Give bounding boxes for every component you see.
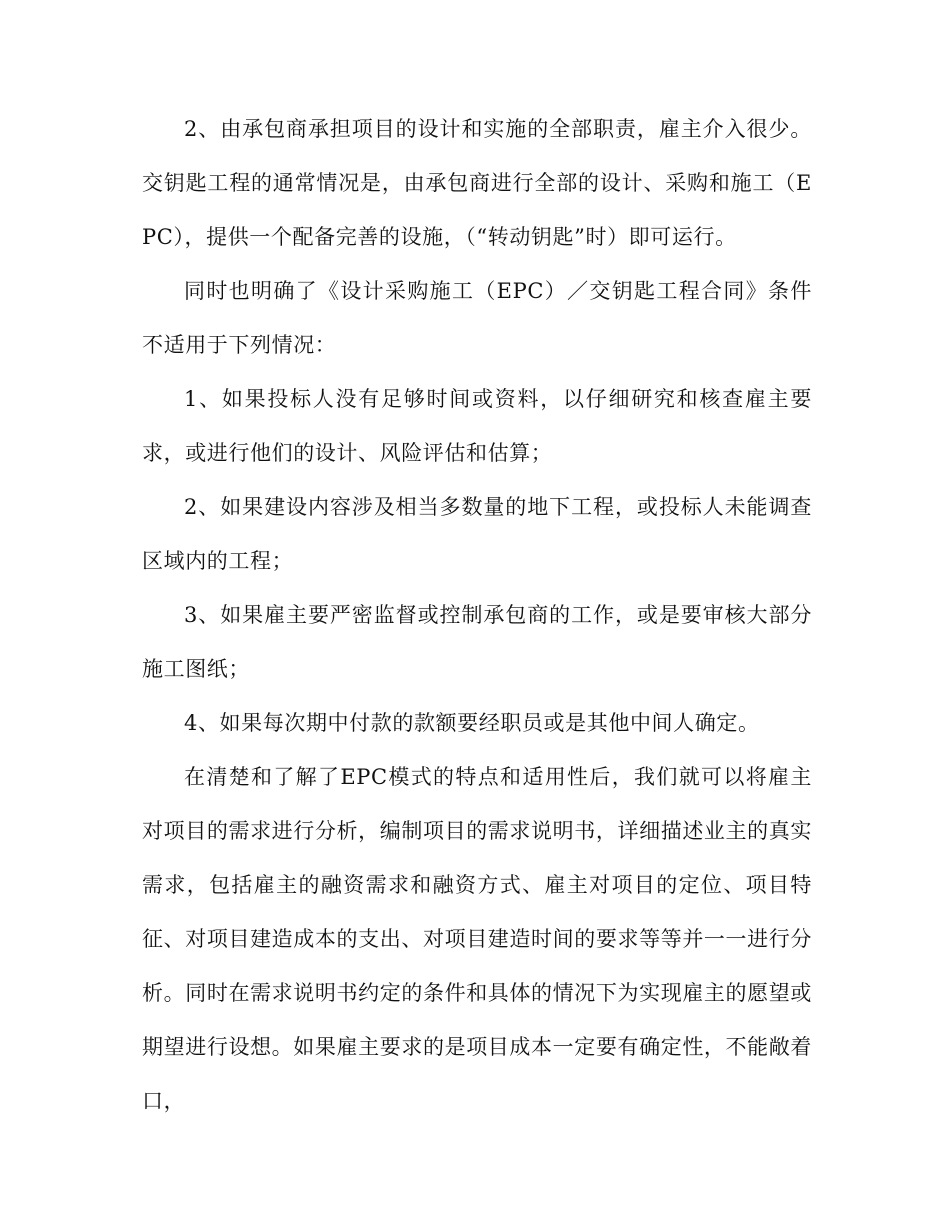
paragraph-7: 在清楚和了解了EPC模式的特点和适用性后，我们就可以将雇主对项目的需求进行分析，编制项目的需求说明书，详细描述业主的真实需求，包括雇主的融资需求和融资方式、雇主对项目的定位、项目特征、对项目建造成本的支出、对项目建造时间的要求等等并一一进行分析。同时在需求说明书约定的条件和具体的情况下为实现雇主的愿望或期望进行设想。如果雇主要求的是项目成本一定要有确定性，不能敞着口， — [142, 765, 812, 1113]
paragraph-3: 1、如果投标人没有足够时间或资料，以仔细研究和核查雇主要求，或进行他们的设计、风险评估和估算； — [142, 387, 812, 465]
paragraph-2: 同时也明确了《设计采购施工（EPC）／交钥匙工程合同》条件不适用于下列情况： — [142, 279, 812, 357]
paragraph-6: 4、如果每次期中付款的款额要经职员或是其他中间人确定。 — [184, 711, 760, 735]
paragraph-5: 3、如果雇主要严密监督或控制承包商的工作，或是要审核大部分施工图纸； — [142, 603, 812, 681]
paragraph-1: 2、由承包商承担项目的设计和实施的全部职责，雇主介入很少。交钥匙工程的通常情况是，由承包商进行全部的设计、采购和施工（EPC），提供一个配备完善的设施，（“转动钥匙”时）即可运行。 — [142, 117, 812, 249]
paragraph-4: 2、如果建设内容涉及相当多数量的地下工程，或投标人未能调查区域内的工程； — [142, 495, 812, 573]
